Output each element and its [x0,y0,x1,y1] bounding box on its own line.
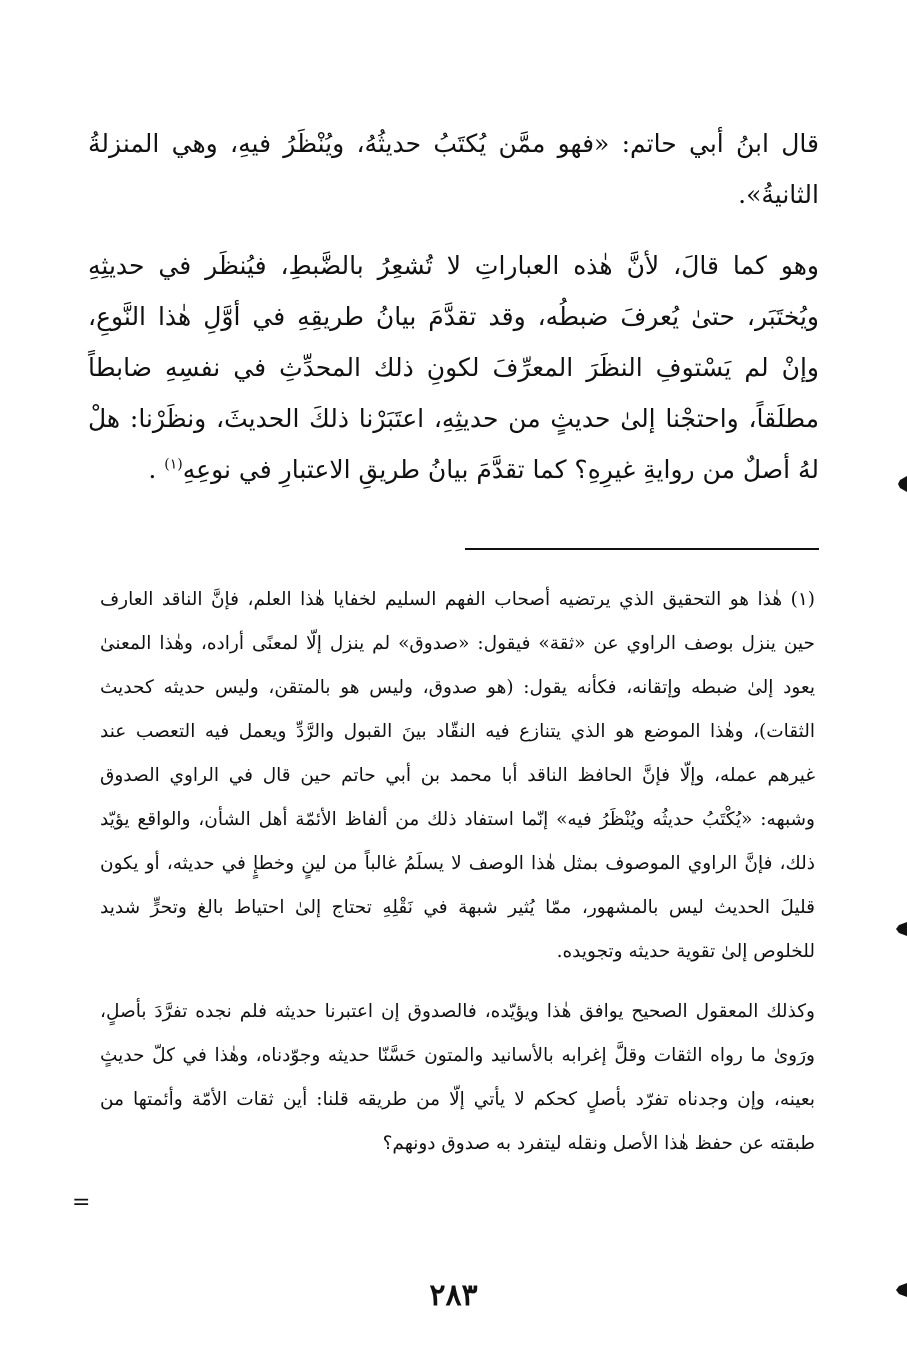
margin-scan-mark-icon [896,1283,907,1297]
main-paragraph-2-end: . [148,455,157,484]
page-number: ٢٨٣ [429,1278,478,1313]
main-paragraph-1: قال ابنُ أبي حاتم: «فهو ممَّن يُكتَبُ حديثُهُ، ويُنْظَرُ فيهِ، وهي المنزلةُ الثانيةُ». [88,129,819,209]
margin-scan-mark-icon [898,476,907,492]
footnote-paragraph-1: (١) هٰذا هو التحقيق الذي يرتضيه أصحاب الفهم السليم لخفايا هٰذا العلم، فإنَّ الناقد العارف حين ينزل بوصف الراوي عن «ثقة» فيقول: «صدوق» لم ينزل إلّا لمعنًى أراده، وهٰذا المعنىٰ يعود إلىٰ ضبطه وإتقانه، فكأنه يقول: (هو صدوق، وليس هو بالمتقن، وليس حديثه كحديث الثقات)، وهٰذا الموضع هو الذي يتنازع فيه النقّاد بينَ القبول والرَّدِّ ويعمل فيه التعصب عند غيرهم عمله، وإلّا فإنَّ الحافظ الناقد أبا محمد بن أبي حاتم حين قال في الراوي الصدوق وشبهه: «يُكْتَبُ حديثُه ويُنْظَرُ فيه» إنّما استفاد ذلك من ألفاظ الأئمّة أهل الشأن، والواقع يؤيّد ذلك، فإنَّ الراوي الموصوف بمثل هٰذا الوصف لا يسلَمُ غالباً من لينٍ وخطإٍ في حديثه، أو يكون قليلَ الحديث ليس بالمشهور، ممّا يُثير شبهة في نَقْلِهِ تحتاج إلىٰ احتياط بالغ وتحرٍّ شديد للخلوص إلىٰ تقوية حديثه وتجويده. [100,589,815,962]
margin-scan-mark-icon [896,922,907,936]
main-text-block [88,118,819,495]
main-paragraph-2 [88,240,819,495]
main-paragraph-2-text: وهو كما قالَ، لأنَّ هٰذه العباراتِ لا تُشعِرُ بالضَّبطِ، فيُنظَر في حديثِهِ ويُختَبَر، حتىٰ يُعرفَ ضبطُه، وقد تقدَّمَ بيانُ طريقِهِ في أوَّلِ هٰذا النَّوعِ، وإنْ لم يَسْتوفِ النظَرَ المعرِّفَ لكونِ ذلك المحدِّثِ في نفسِهِ ضابطاً مطلَقاً، واحتجْنا إلىٰ حديثٍ من حديثِهِ، اعتَبَرْنا ذلكَ الحديثَ، ونظَرْنا: هلْ لهُ أصلٌ من روايةِ غيرِهِ؟ كما تقدَّمَ بيانُ طريقِ الاعتبارِ في نوعِهِ [88,251,819,484]
footnote-reference-marker[interactable]: (١) [164,456,183,473]
margin-equals-mark: = [72,1190,91,1215]
footnotes-block [100,578,815,1166]
footnote-paragraph-2: وكذلك المعقول الصحيح يوافق هٰذا ويؤيّده، فالصدوق إن اعتبرنا حديثه فلم نجده تفرَّدَ بأصلٍ، ورَوىٰ ما رواه الثقات وقلَّ إغرابه بالأسانيد والمتون حَسَّنّا حديثه وجوّدناه، وهٰذا في كلّ حديثٍ بعينه، وإن وجدناه تفرّد بأصلٍ كحكم لا يأتي إلّا من طريقه قلنا: أين ثقات الأمّة وأئمتها من طبقته عن حفظ هٰذا الأصل ونقله ليتفرد به صدوق دونهم؟ [100,1001,815,1154]
footnote-divider [465,548,819,550]
